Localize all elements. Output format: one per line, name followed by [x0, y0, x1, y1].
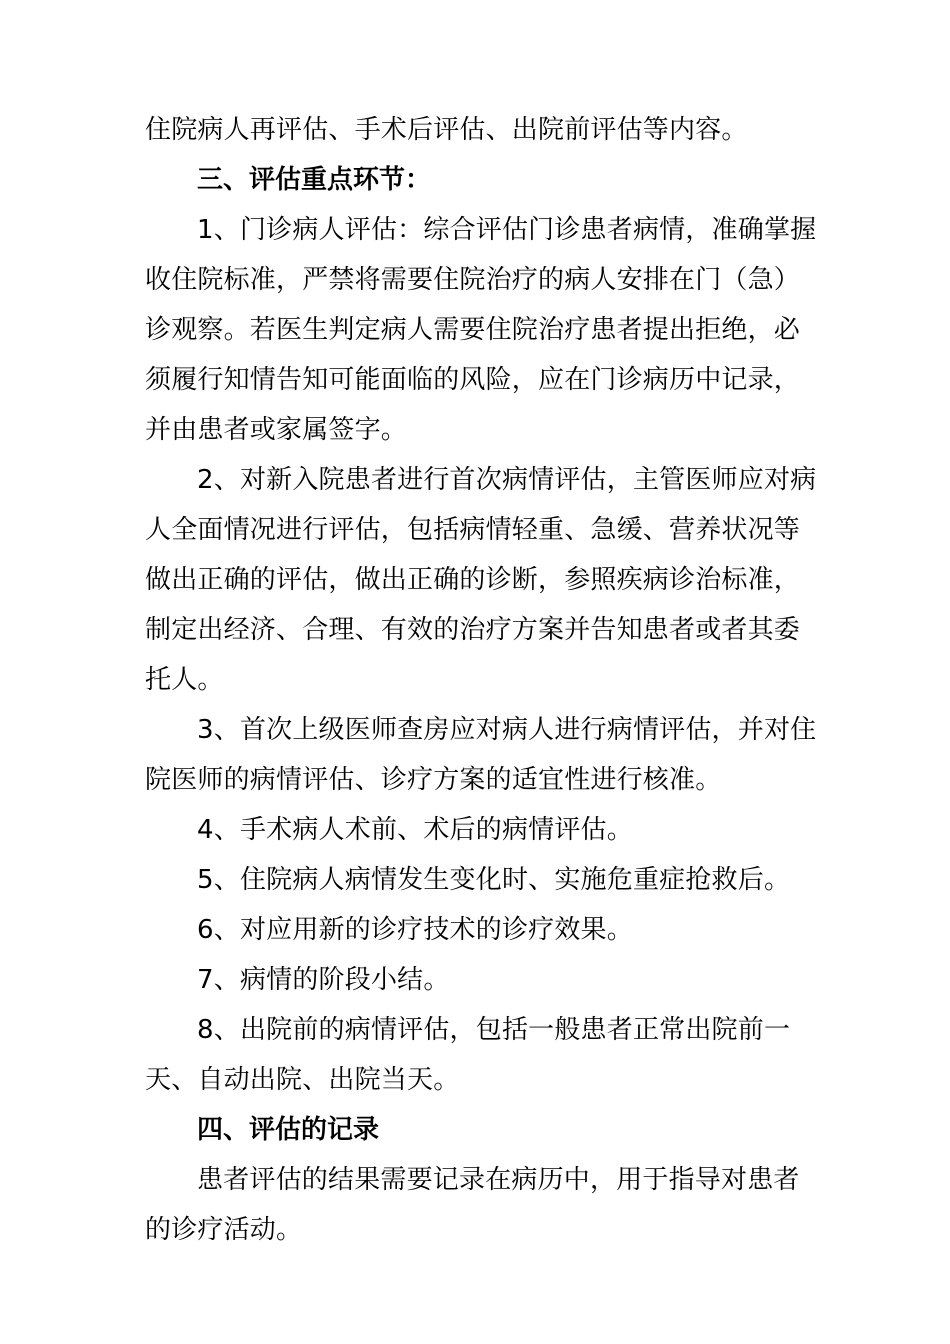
- paragraph-item-6: 6、对应用新的诊疗技术的诊疗效果。: [197, 915, 633, 945]
- paragraph-item-3: 3、首次上级医师查房应对病人进行病情评估，并对住院医师的病情评估、诊疗方案的适宜性进行核准。: [145, 715, 817, 795]
- paragraph-record: 患者评估的结果需要记录在病历中，用于指导对患者的诊疗活动。: [145, 1165, 800, 1245]
- paragraph-item-7: 7、病情的阶段小结。: [197, 965, 450, 995]
- paragraph-item-5: 5、住院病人病情发生变化时、实施危重症抢救后。: [197, 865, 791, 895]
- section-heading-4: 四、评估的记录: [197, 1115, 380, 1145]
- paragraph-item-2: 2、对新入院患者进行首次病情评估，主管医师应对病人全面情况进行评估，包括病情轻重、急缓、营养状况等做出正确的评估，做出正确的诊断，参照疾病诊治标准，制定出经济、合理、有效的治疗方案并告知患者或者其委托人。: [145, 465, 817, 695]
- paragraph-continuation: 住院病人再评估、手术后评估、出院前评估等内容。: [145, 115, 748, 145]
- document-body: [145, 105, 825, 1255]
- paragraph-item-1: 1、门诊病人评估：综合评估门诊患者病情，准确掌握收住院标准，严禁将需要住院治疗的病人安排在门（急）诊观察。若医生判定病人需要住院治疗患者提出拒绝，必须履行知情告知可能面临的风险，应在门诊病历中记录，并由患者或家属签字。: [145, 215, 817, 445]
- paragraph-item-4: 4、手术病人术前、术后的病情评估。: [197, 815, 633, 845]
- section-heading-3: 三、评估重点环节：: [197, 165, 432, 195]
- paragraph-item-8: 8、出院前的病情评估，包括一般患者正常出院前一天、自动出院、出院当天。: [145, 1015, 791, 1095]
